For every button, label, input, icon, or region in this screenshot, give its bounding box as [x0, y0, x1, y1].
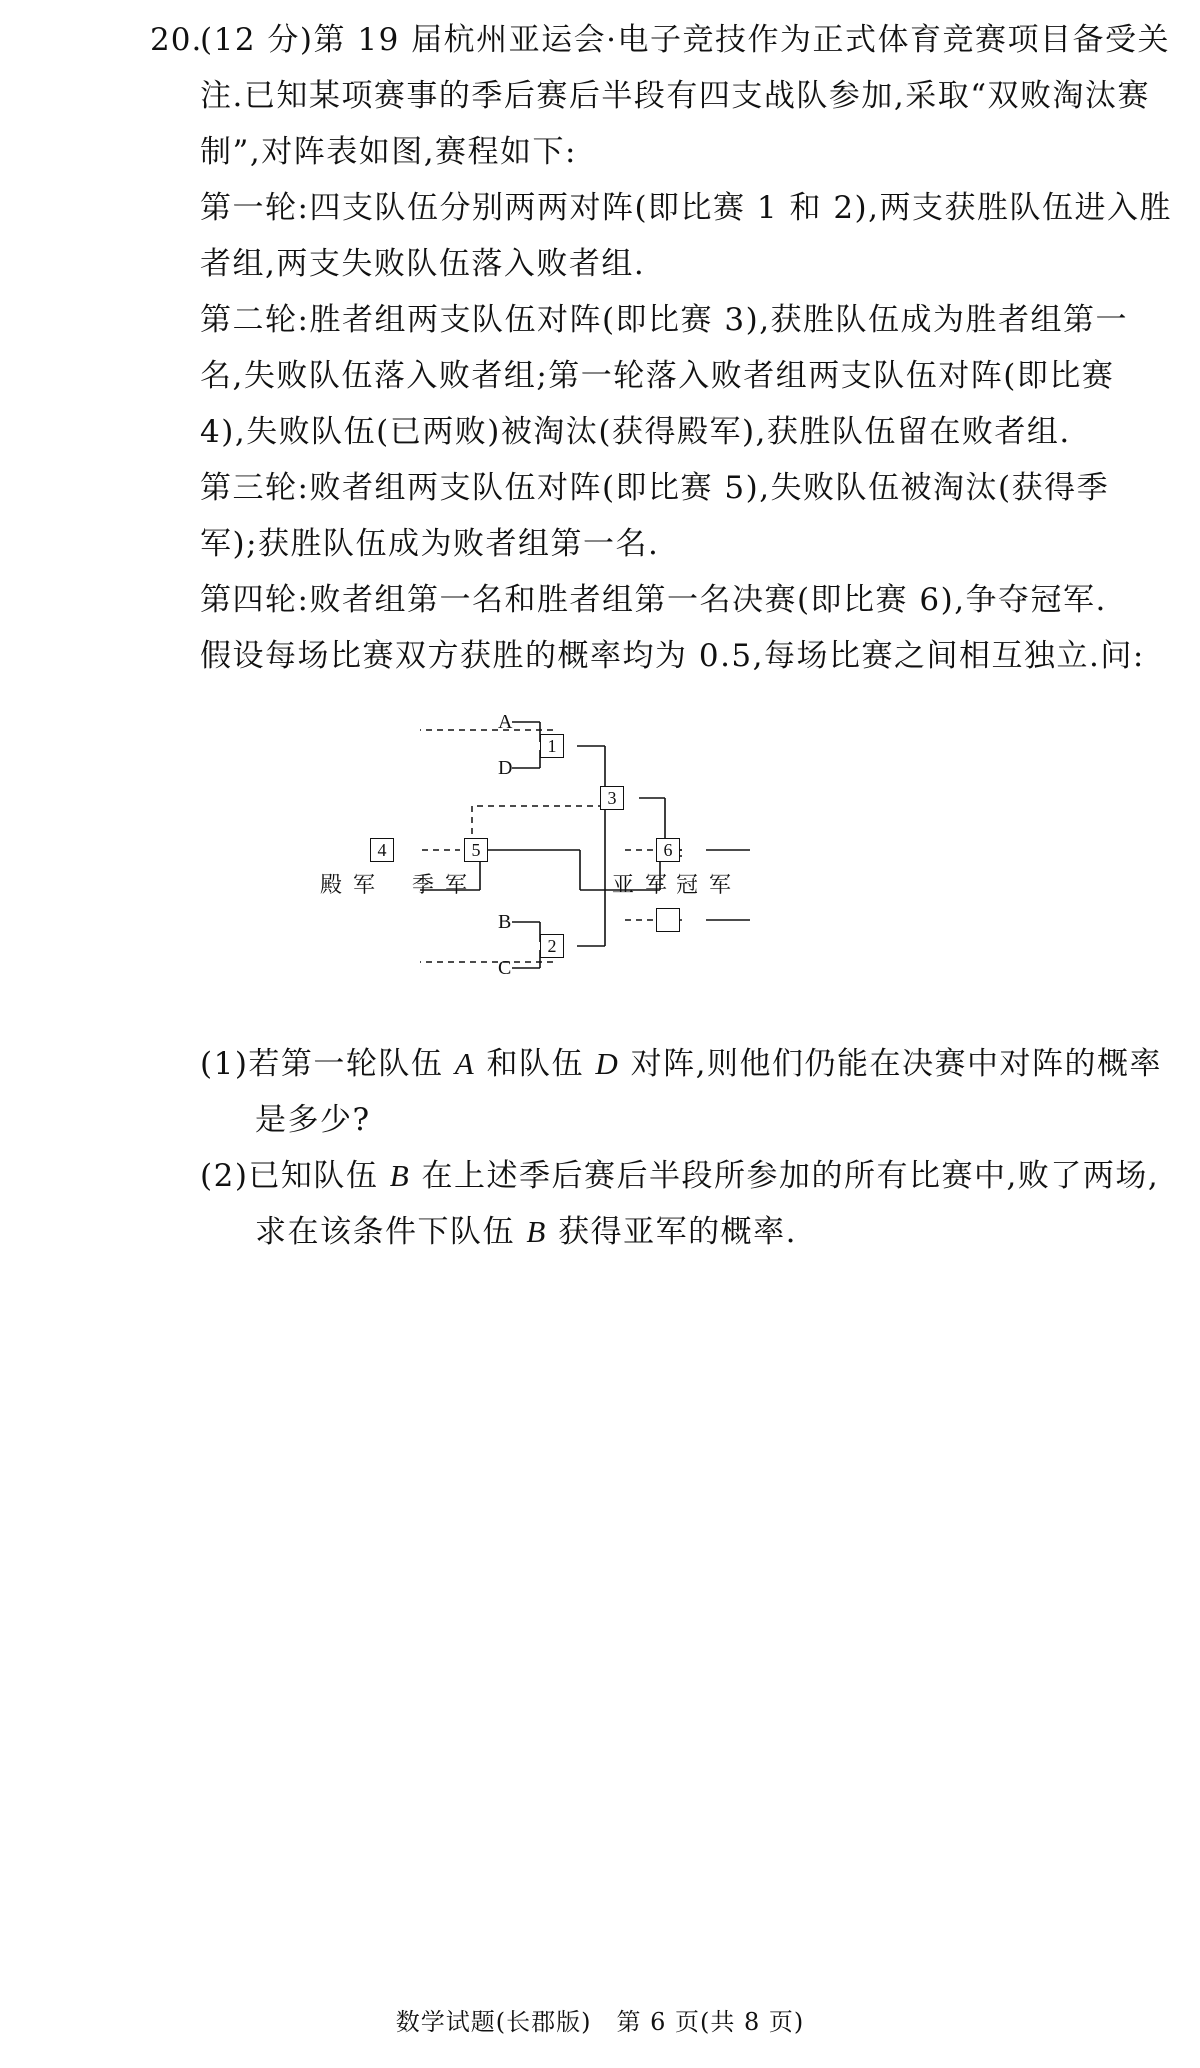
question-line: 制”,对阵表如图,赛程如下:: [200, 134, 577, 170]
q2-line2a: 求在该条件下队伍: [255, 1214, 527, 1250]
q1-mid: 和队伍: [475, 1046, 596, 1082]
question-line: 第四轮:败者组第一名和胜者组第一名决赛(即比赛 6),争夺冠军.: [200, 582, 1107, 618]
page-footer: 数学试题(长郡版) 第 6 页(共 8 页): [395, 2008, 805, 2036]
team-b-label: B: [498, 911, 512, 933]
question-body: [200, 12, 1190, 684]
question-line: 注.已知某项赛事的季后赛后半段有四支战队参加,采取“双败淘汰赛: [200, 78, 1151, 114]
subquestion-2-cont: [255, 1204, 797, 1260]
bracket-labels: [300, 710, 920, 1010]
team-a-label: A: [498, 711, 513, 733]
q2-team-b: B: [389, 1158, 411, 1193]
match-6-box: 6: [656, 838, 680, 862]
match-3-box: 3: [600, 786, 624, 810]
second-place-label: 亚 军: [612, 873, 669, 898]
q1-team-d: D: [595, 1046, 620, 1081]
question-line: 4),失败队伍(已两败)被淘汰(获得殿军),获胜队伍留在败者组.: [200, 414, 1071, 450]
q1-suffix: 对阵,则他们仍能在决赛中对阵的概率: [619, 1046, 1163, 1082]
subquestion-1: [200, 1036, 1162, 1092]
q2-line2b: 获得亚军的概率.: [546, 1214, 798, 1250]
q2-team-b-2: B: [526, 1214, 547, 1249]
team-d-label: D: [498, 757, 513, 779]
question-line: 第二轮:胜者组两支队伍对阵(即比赛 3),获胜队伍成为胜者组第一: [200, 302, 1129, 338]
fourth-place-label: 殿 军: [320, 873, 377, 898]
question-line: 第一轮:四支队伍分别两两对阵(即比赛 1 和 2),两支获胜队伍进入胜: [200, 190, 1172, 226]
q2-suffix: 在上述季后赛后半段所参加的所有比赛中,败了两场,: [410, 1158, 1160, 1194]
question-line: 军);获胜队伍成为败者组第一名.: [200, 526, 660, 562]
q2-prefix: (2)已知队伍: [200, 1158, 390, 1194]
team-c-label: C: [498, 957, 512, 979]
match-1-box: 1: [540, 734, 564, 758]
question-line: 第三轮:败者组两支队伍对阵(即比赛 5),失败队伍被淘汰(获得季: [200, 470, 1110, 506]
subquestion-2: [200, 1148, 1159, 1204]
question-line: 假设每场比赛双方获胜的概率均为 0.5,每场比赛之间相互独立.问:: [200, 638, 1145, 674]
match-5-box: 5: [464, 838, 488, 862]
question-line: (12 分)第 19 届杭州亚运会·电子竞技作为正式体育竞赛项目备受关: [200, 22, 1170, 58]
subquestion-1-cont: 是多少?: [255, 1102, 371, 1138]
question-line: 者组,两支失败队伍落入败者组.: [200, 246, 646, 282]
match-2-box: 2: [540, 934, 564, 958]
q1-prefix: (1)若第一轮队伍: [200, 1046, 455, 1082]
empty-result-box: [656, 908, 680, 932]
question-line: 名,失败队伍落入败者组;第一轮落入败者组两支队伍对阵(即比赛: [200, 358, 1115, 394]
third-place-label: 季 军: [412, 873, 469, 898]
match-4-box: 4: [370, 838, 394, 862]
q1-team-a: A: [454, 1046, 476, 1081]
champion-label: 冠 军: [676, 873, 733, 898]
question-number: 20.: [150, 22, 203, 58]
